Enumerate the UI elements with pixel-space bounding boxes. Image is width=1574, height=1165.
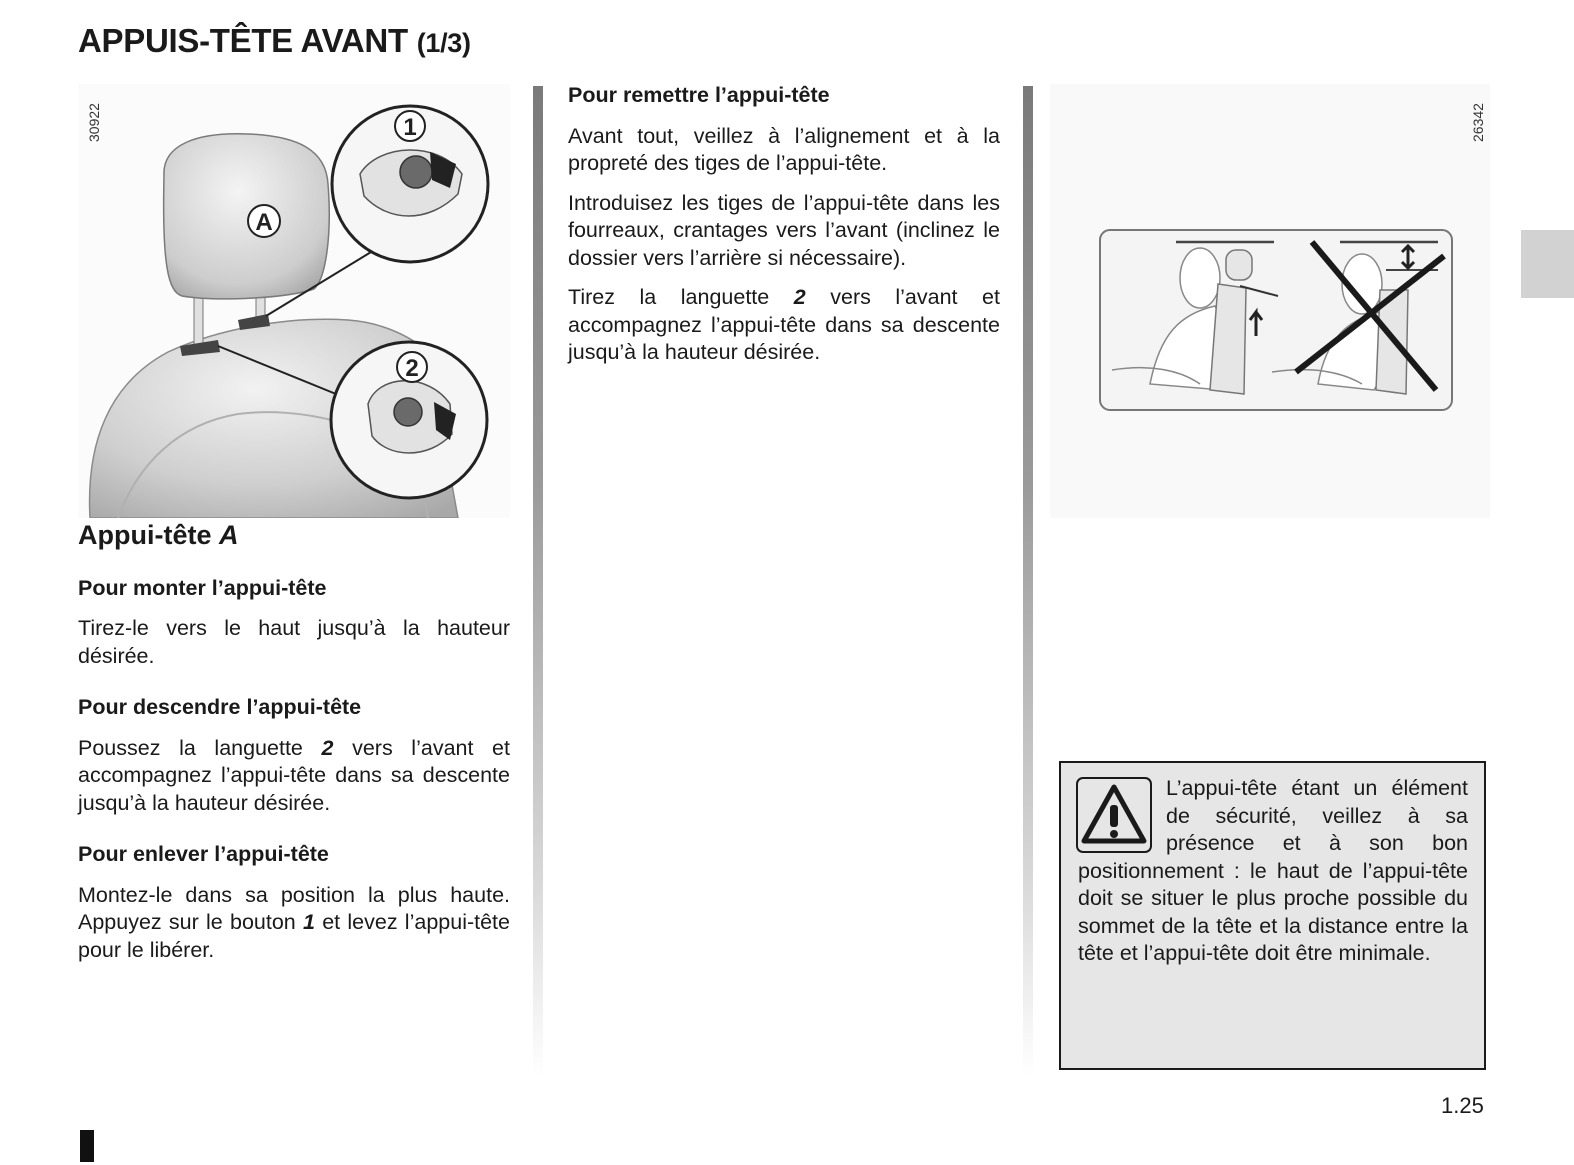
callout-1: 1 [403, 114, 417, 141]
heading-letter: A [219, 520, 239, 550]
middle-text-column [568, 82, 1000, 379]
warning-triangle-icon [1076, 777, 1152, 853]
label-a: A [255, 209, 273, 236]
column-divider-left [533, 86, 543, 1076]
paragraph-raise: Tirez-le vers le haut jusqu’à la hauteur désirée. [78, 616, 510, 668]
paragraph-refit-3: Tirez la languette 2 vers l’avant et accompagnez l’appui-tête dans sa descente jusqu’à la hauteur désirée. [568, 285, 1000, 364]
paragraph-lower: Poussez la languette 2 vers l’avant et accompagnez l’appui-tête dans sa descente jusqu’à la hauteur désirée. [78, 735, 510, 815]
subheading-refit: Pour remettre l’appui-tête [568, 83, 830, 107]
warning-text: L’appui-tête étant un élément de sécurité, veillez à sa présence et à son bon positionnement : le haut de l’appui-tête doit se situer le plus proche possible du sommet de la tête et la distance entre la tête et l’appui-tête doit être minimale. [1078, 776, 1468, 965]
callout-2: 2 [405, 355, 419, 382]
subheading-raise: Pour monter l’appui-tête [78, 575, 327, 600]
figure-code-right: 26342 [1470, 103, 1486, 142]
paragraph-refit-1: Avant tout, veillez à l’alignement et à la propreté des tiges de l’appui-tête. [568, 123, 1000, 175]
subheading-remove: Pour enlever l’appui-tête [78, 842, 329, 866]
left-text-column [78, 522, 510, 976]
paragraph-refit-2: Introduisez les tiges de l’appui-tête dans les fourreaux, crantages vers l’avant (inclinez le dossier vers l’arrière si nécessaire). [568, 190, 1000, 270]
ref-tab-2: 2 [321, 735, 334, 760]
page-number: 1.25 [1441, 1093, 1484, 1118]
headrest-illustration [78, 84, 510, 518]
subheading-lower: Pour descendre l’appui-tête [78, 695, 362, 719]
chapter-tab [1521, 230, 1574, 298]
corner-mark [80, 1130, 94, 1162]
page-title-part: (1/3) [416, 28, 471, 58]
ref-button-1: 1 [303, 910, 315, 934]
head-position-diagram [1050, 84, 1490, 518]
warning-box [1059, 761, 1486, 1070]
page-title-main: APPUIS-TÊTE AVANT [78, 22, 408, 59]
page-title [78, 22, 471, 60]
figure-code-left: 30922 [86, 103, 102, 142]
paragraph-remove: Montez-le dans sa position la plus haute. Appuyez sur le bouton 1 et levez l’appui-tête pour le libérer. [78, 882, 510, 962]
ref-tab-2-mid: 2 [793, 285, 806, 309]
section-heading-headrest: Appui-tête A [78, 520, 239, 550]
column-divider-right [1023, 86, 1033, 1076]
